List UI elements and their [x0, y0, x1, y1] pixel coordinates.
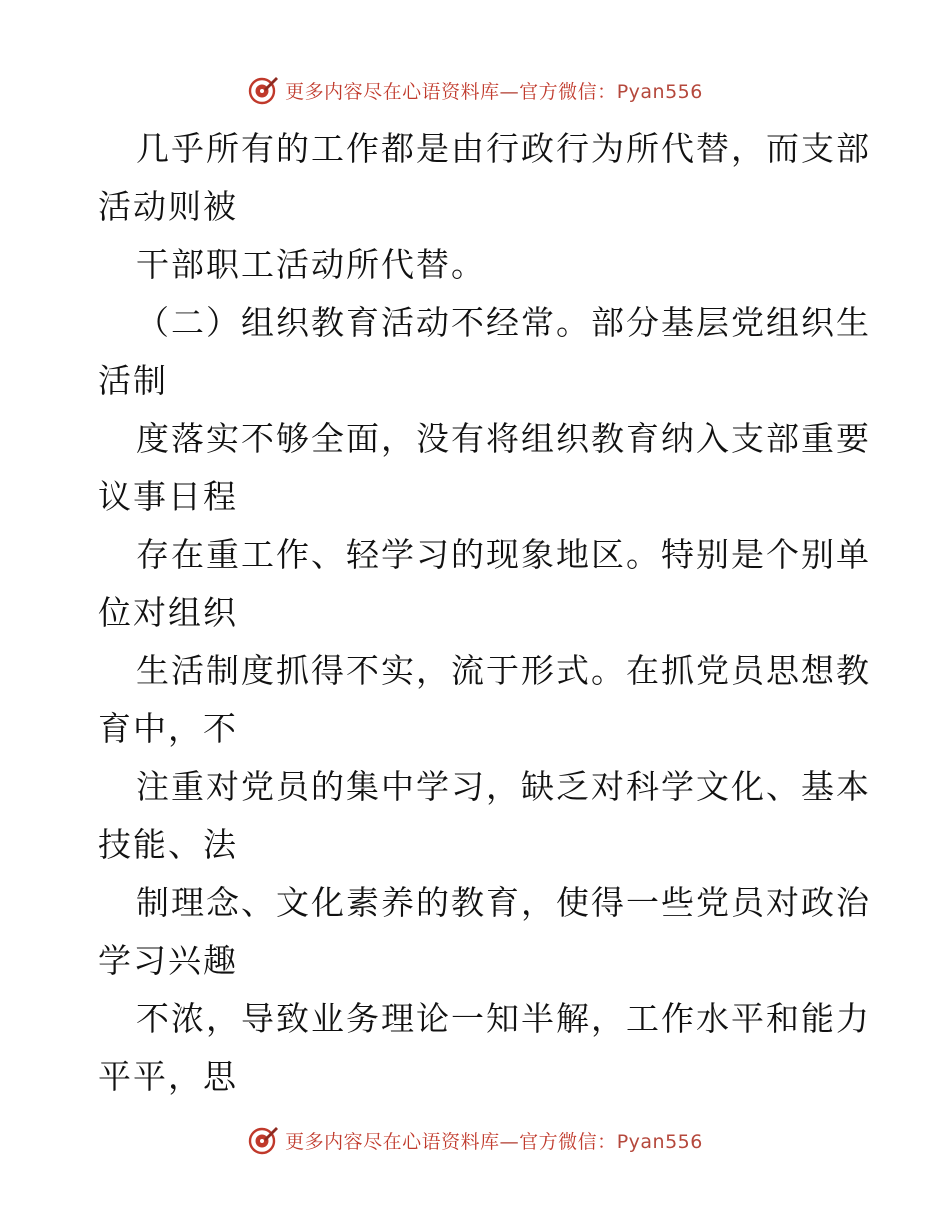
header-contact-label: 官方微信： — [519, 80, 617, 103]
text-line: （二）组织教育活动不经常。部分基层党组织生 — [136, 303, 871, 342]
text-line: 几乎所有的工作都是由行政行为所代替，而支部 — [136, 129, 871, 168]
pen-nib-seal-icon — [247, 74, 279, 106]
text-line: 不浓，导致业务理论一知半解，工作水平和能力 — [136, 999, 871, 1038]
text-line: 技能、法 — [98, 825, 238, 864]
document-body — [98, 120, 871, 1106]
text-line: 活动则被 — [98, 187, 238, 226]
header-watermark-banner — [0, 72, 950, 108]
text-line: 议事日程 — [98, 477, 238, 516]
pen-nib-seal-icon — [247, 1124, 279, 1156]
footer-separator: — — [499, 1130, 520, 1153]
footer-brand-text: 更多内容尽在心语资料库 — [285, 1130, 500, 1153]
header-contact-id: Pyan556 — [616, 80, 703, 103]
text-line: 注重对党员的集中学习，缺乏对科学文化、基本 — [136, 767, 871, 806]
text-line: 活制 — [98, 361, 168, 400]
header-banner-text — [285, 77, 703, 104]
footer-contact-id: Pyan556 — [616, 1130, 703, 1153]
text-line: 育中，不 — [98, 709, 238, 748]
text-line: 位对组织 — [98, 593, 238, 632]
text-line: 制理念、文化素养的教育，使得一些党员对政治 — [136, 883, 871, 922]
text-line: 平平，思 — [98, 1057, 238, 1096]
header-brand-text: 更多内容尽在心语资料库 — [285, 80, 500, 103]
footer-contact-label: 官方微信： — [519, 1130, 617, 1153]
footer-banner-text — [285, 1127, 703, 1154]
footer-watermark-banner — [0, 1122, 950, 1158]
text-line: 度落实不够全面，没有将组织教育纳入支部重要 — [136, 419, 871, 458]
header-separator: — — [499, 80, 520, 103]
text-line: 存在重工作、轻学习的现象地区。特别是个别单 — [136, 535, 871, 574]
text-line: 生活制度抓得不实，流于形式。在抓党员思想教 — [136, 651, 871, 690]
text-line: 学习兴趣 — [98, 941, 238, 980]
text-line: 干部职工活动所代替。 — [136, 245, 486, 284]
